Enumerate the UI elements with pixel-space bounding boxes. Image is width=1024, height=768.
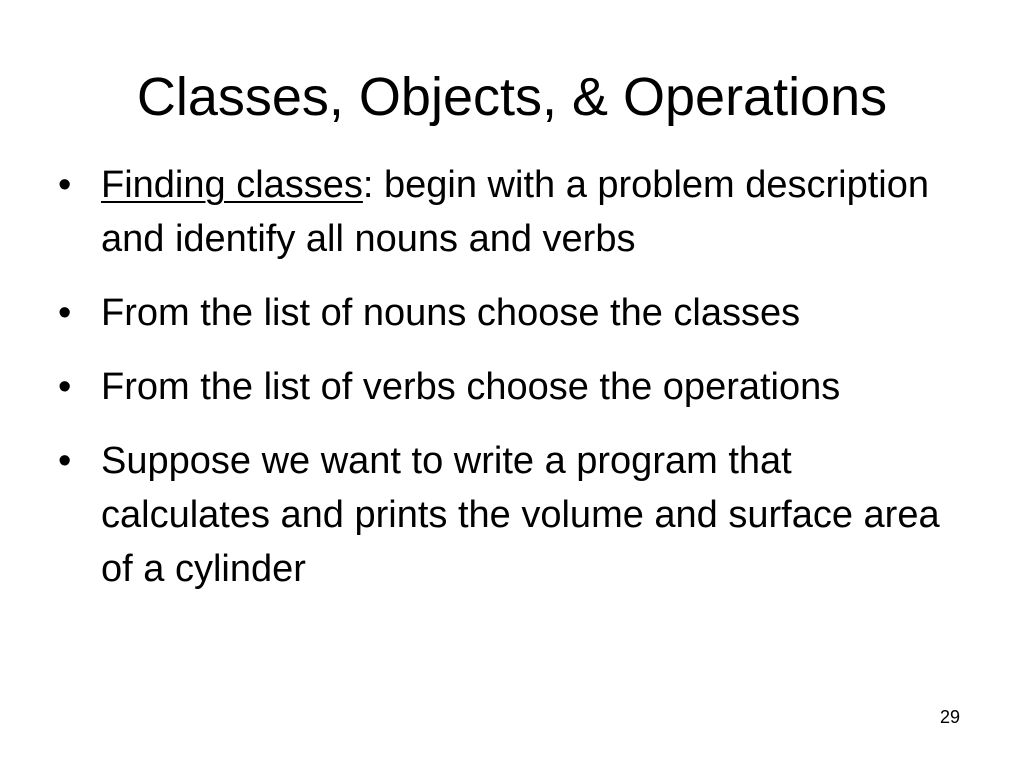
bullet-text: : begin with a problem description and identify all nouns and verbs	[101, 164, 929, 260]
bullet-icon: •	[58, 366, 72, 408]
bullet-verbs-operations	[58, 360, 958, 414]
bullet-text: From the list of nouns choose the classes	[101, 292, 801, 334]
bullet-cylinder-program	[58, 434, 958, 596]
bullet-icon: •	[58, 292, 72, 334]
slide-title: Classes, Objects, & Operations	[136, 67, 888, 127]
slide-page-number: 29	[939, 707, 961, 727]
bullet-text: From the list of verbs choose the operations	[101, 366, 841, 408]
bullet-icon: •	[58, 440, 72, 482]
bullet-term-finding-classes: Finding classes	[101, 164, 363, 206]
bullet-icon: •	[58, 164, 72, 206]
bullet-text: Suppose we want to write a program that calculates and prints the volume and surface area of a cylinder	[101, 440, 940, 590]
bullet-finding-classes	[58, 158, 958, 266]
bullet-nouns-classes	[58, 286, 958, 340]
bullet-list	[58, 158, 958, 616]
